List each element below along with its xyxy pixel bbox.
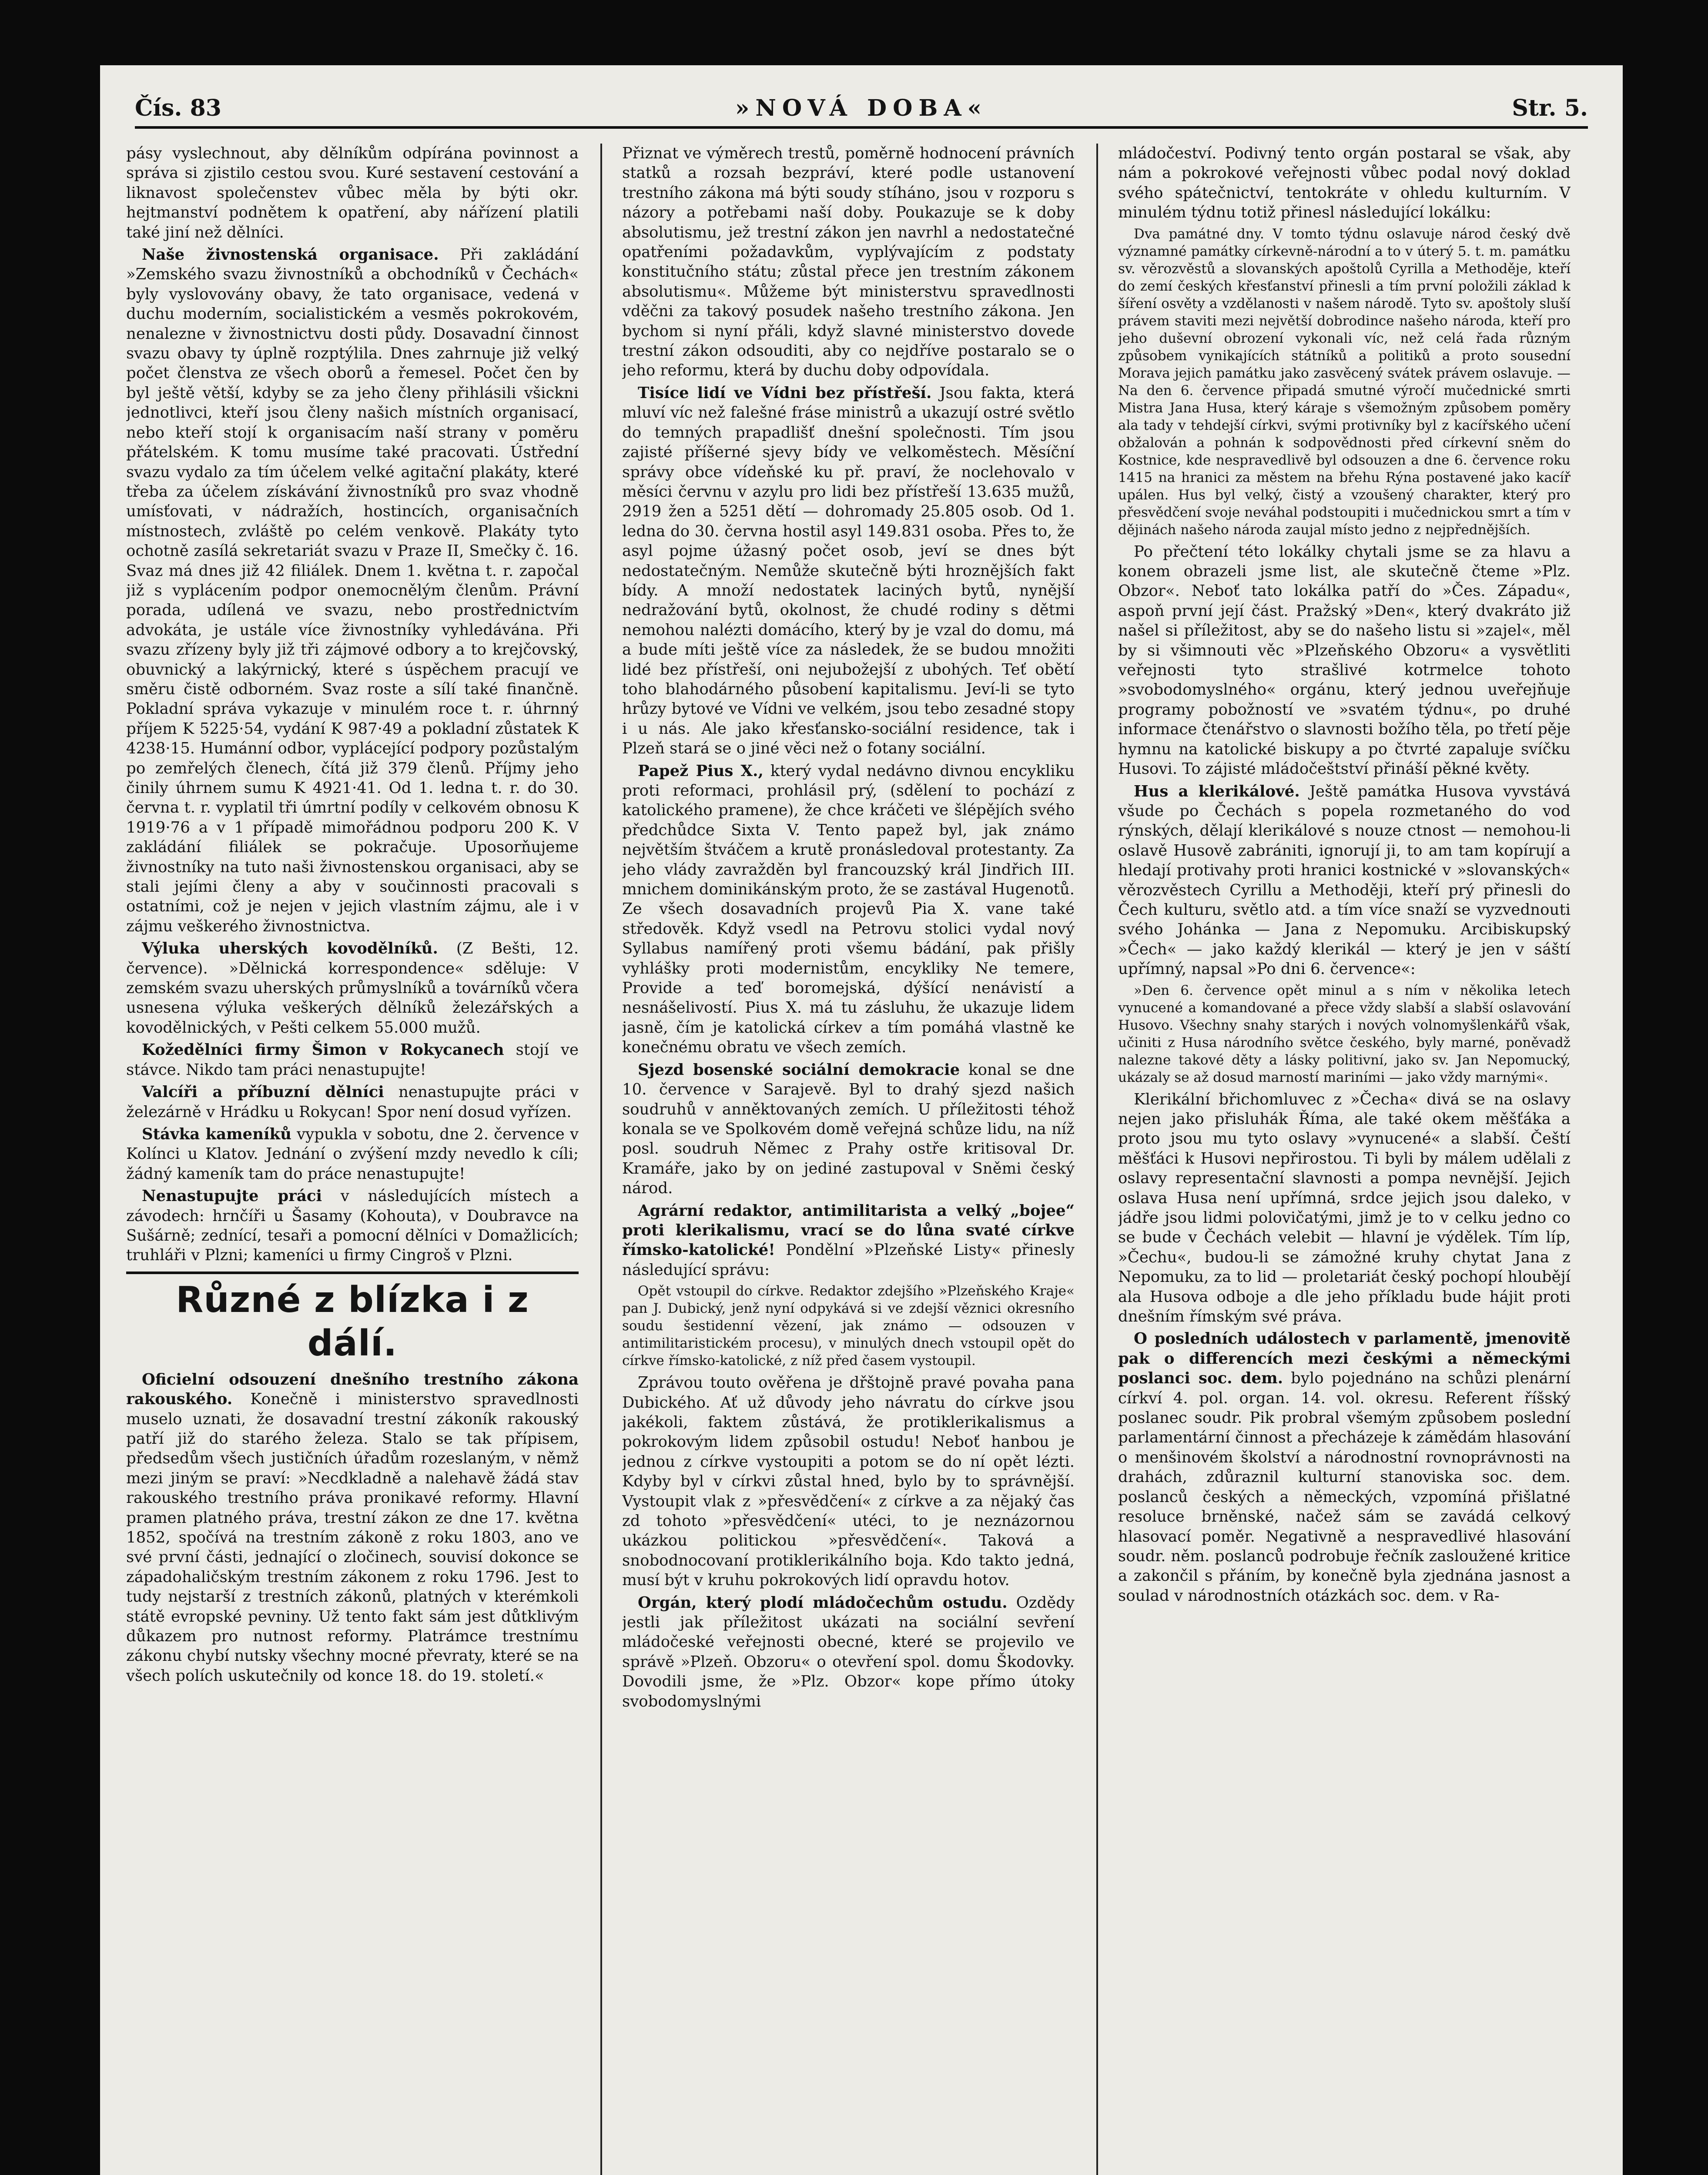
column-divider — [1096, 144, 1098, 2175]
article-heading: Hus a klerikálové. — [1134, 782, 1300, 800]
article-paragraph — [622, 1060, 1075, 1198]
article-paragraph — [622, 761, 1075, 1057]
block-quote — [1118, 982, 1571, 1086]
block-quote — [1118, 225, 1571, 539]
article-text: Klerikální břichomluvec z »Čecha« divá se na oslavy nejen jako přisluhák Říma, ale také okem měšťáka a proto jsou mu tyto oslavy »vynucené« a slabší. Čeští měšťáci k Husovi nepřirostou. Ti byli by málem udělali z oslavy representační slavnosti a pompa nevnější. Jejich oslava Husa není upřímná, srdce jejich jsou daleko, v jádře jsou lidmi polovičatými, jimž je to v celku jedno co se bude v Čechách velebit — hlavní je výdělek. Tím líp, »Čechu«, budou-li se zámožné kruhy chytat Jana z Nepomuku, za to lid — proletariát český pochopí hloubějí ala Husova odboje a dle jeho příkladu bude hájit proti dnešním římským své práva. — [1118, 1090, 1571, 1326]
newspaper-page — [100, 65, 1623, 2175]
article-paragraph — [1118, 782, 1571, 979]
article-heading: Kožedělníci firmy Šimon v Rokycanech — [142, 1041, 504, 1059]
masthead-title: »NOVÁ DOBA« — [735, 95, 988, 121]
article-text: mládočeství. Podivný tento orgán postaral se však, aby nám a pokrokové veřejnosti vůbec podal nový doklad svého spátečnictví, tentokráte v ohledu kulturním. V minulém týdnu totiž přinesl následující lokálku: — [1118, 144, 1571, 222]
article-text: Ještě památka Husova vyvstává všude po Čechách s popela rozmetaného do vod rýnských, dělají klerikálové s nouze ctnost — nemohou-li oslavě Husově zabrániti, ignorují ji, to am tam kopírují a hledají protivahy proti hranici kostnické v »slovanských« věrozvěstech Cyrillu a Methoději, kteří prý přinesli do Čech kulturu, světlo atd. a tím více snaží se vyzvednouti svého Johánka — Jana z Nepomuku. Arcibiskupský »Čech« — jako každý klerikál — který je jen v sáští upřímný, napsal »Po dni 6. července«: — [1118, 782, 1571, 978]
article-heading: Agrární redaktor, antimilitarista a velký „bojee“ proti klerikalismu, vrací se do lůna svaté církve římsko-katolické! — [622, 1201, 1075, 1259]
page-number: Str. 5. — [1512, 95, 1588, 121]
article-heading: O posledních událostech v parlamentě, jmenovitě pak o differencích mezi českými a německými poslanci soc. dem. — [1118, 1330, 1571, 1388]
article-paragraph — [622, 383, 1075, 759]
column-divider — [600, 144, 602, 2175]
column-1 — [126, 144, 579, 2175]
article-heading: Naše živnostenská organisace. — [142, 246, 439, 264]
article-text: Konečně i ministerstvo spravedlnosti muselo uznati, že dosavadní trestní zákoník rakouský patří již do starého železa. Stalo se tak přípisem, předsedům všech justičních úřadům rozeslaným, v němž mezi jiným se praví: »Necdkladně a nalehavě žádá stav rakouského trestního práva pronikavé reformy. Hlavní pramen platného práva, trestní zákon ze dne 17. května 1852, spočívá na trestním zákoně z roku 1803, ano ve své první části, jednající o zločinech, souvisí dokonce se západohaličským trestním zákonem z roku 1796. Jest to tudy nejstarší z trestních zákonů, platných v kterémkoli státě evropské pevniny. Už tento fakt sám jest důtklivým důkazem pro nutnost reformy. Platrámce trestnímu zákonu chybí nutsky všechny mocné převraty, které se na všech polích uskutečnily od konce 18. do 19. století.« — [126, 1390, 579, 1685]
article-text: vypukla v sobotu, dne 2. července v Kolínci u Klatov. Jednání o zvýšení mzdy nevedlo k cíli; žádný kameník tam do práce nenastupujte! — [126, 1125, 579, 1183]
article-text: pásy vyslechnout, aby dělníkům odpírána povinnost a správa si zjistilo cestou svou. Kuré sestavení cestování a liknavost společenstev vůbec měla by býti okr. hejtmanství podnětem k opatření, aby nářízení platili také jiní než dělníci. — [126, 144, 579, 241]
article-text: Přiznat ve výměrech trestů, poměrně hodnocení právních statků a rozsah bezpráví, které podle ustanovení trestního zákona má býti soudy stíháno, jsou v rozporu s názory a potřebami naší doby. Poukazuje se k doby absolutismu, jež trestní zákon jen navrhl a nedostatečné opatřeními požadavkům, vyplývajícím z podstaty konstitučního státu; zůstal přece jen trestním zákonem absolutismu«. Můžeme být ministerstvu spravedlnosti vděčni za takový posudek našeho trestního zákona. Jen bychom si nyní přáli, když slavné ministerstvo dovede trestní zákon odsouditi, aby co nejdříve postaralo se o jeho reformu, která by duchu doby odpovídala. — [622, 144, 1075, 380]
article-text: Zprávou touto ověřena je dřštojně pravé povaha pana Dubického. Ať už důvody jeho návratu do církve jsou jakékoli, faktem zůstává, že protiklerikalismus a pokrokovým lidem způsobil ostudu! Neboť hanbou je jednou z církve vystoupiti a potom se do ní opět lézti. Kdyby byl v církvi zůstal hned, bylo by to správnější. Vystoupit vlak z »přesvědčení« z církve a za nějaký čas zd tohoto »přesvědčení« utéci, to je neznázornou ukázkou politickou »přesvědčení«. Taková a snobodnocovaní protiklerikálního boja. Kdo takto jedná, musí být v kruhu pokrokových lidí opravdu hotov. — [622, 1374, 1075, 1589]
article-paragraph — [126, 1124, 579, 1184]
article-paragraph — [126, 1370, 579, 1686]
article-text: Pondělní »Plzeňské Listy« přinesly následující správu: — [622, 1241, 1075, 1279]
article-text: Jsou fakta, která mluví víc než falešné fráse ministrů a ukazují ostré světlo do temných prapadlišť dnešní společnosti. Tím jsou zajisté příšerné sjevy bídy ve velkoměstech. Měsíční správy obce vídeňské ku př. praví, že noclehovalo v měsíci červnu v azylu pro lidi bez přístřeší 13.635 mužů, 2919 žen a 5251 dětí — dohromady 25.805 osob. Od 1. ledna do 30. června hostil asyl 149.831 osoba. Přes to, že asyl pojme úžasný počet osob, jeví se dnes být nedostatečným. Nemůže skutečně býti hroznějších fakt bídy. A množí nedostatek laciných bytů, nynější nedražování bytů, okolnost, že chudé rodiny s dětmi nemohou nalézti domácího, který by je vzal do domu, má a bude míti ještě více za následek, že se budou množiti lidé bez přístřeší, oni nejubožejší z ubohých. Teť obětí toho blahodárného působení kapitalismu. Jeví-li se tyto hrůzy bytové ve Vídni ve velkém, jsou tebo zesadné stopy i u nás. Ale jako křesťansko-sociální residence, tak i Plzeň stará se o jiné věci než o fotany sociální. — [622, 384, 1075, 758]
article-text: (Z Bešti, 12. července). »Dělnická korrespondence« sděluje: V zemském svazu uherských průmyslníků a továrníků včera usnesena výluka veškerých dělníků železářských a kovodělnických, v Pešti celkem 55.000 mužů. — [126, 940, 579, 1037]
article-heading: Výluka uherských kovodělníků. — [142, 940, 438, 958]
article-text: bylo pojednáno na schůzi plenární církví 4. pol. organ. 14. vol. okresu. Referent říšský poslanec soudr. Pik probral všemým způsobem poslední parlamentární činnost a přecházeje k zámědám hlasování o menšinovém školství a národnostní rovnoprávnosti na drahách, zdůraznil kulturní stanoviska soc. dem. poslanců českých a německých, vzpomíná přišlatné resoluce brněnské, načež sám se zavádá celkový hlasovací poměr. Negativně a nespravedlivé hlasování soudr. něm. poslanců podrobuje řečník zasloužené kritice a zakončil s přáním, by konečně byla zjednána jasnost a soulad v národnostních otázkách soc. dem. v Ra- — [1118, 1369, 1571, 1605]
article-text: konal se dne 10. července v Sarajevě. Byl to drahý sjezd našich soudruhů v anněktovaných zemích. U příležitosti téhož konala se ve Spolkovém domě veřejná schůze lidu, na níž posl. soudruh Němec z Prahy ostře kritisoval Dr. Kramáře, jako by on jediné zastupoval v Sněmi český národ. — [622, 1061, 1075, 1198]
article-text: nenastupujte práci v železárně v Hrádku u Rokycan! Spor není dosud vyřízen. — [126, 1083, 579, 1121]
quote-text: Opět vstoupil do církve. Redaktor zdejšího »Plzeňského Kraje« pan J. Dubický, jenž nyní odpykává si ve zdejší věznici okresního soudu šestidenní vězení, jak známo — odsouzen v antimilitaristickém procesu), v minulých dnech vstoupil opět do církve římsko-katolické, z níž před časem vystoupil. — [622, 1283, 1075, 1369]
header-rule — [135, 126, 1588, 129]
page-header — [135, 91, 1588, 130]
article-paragraph — [622, 1201, 1075, 1280]
article-paragraph — [622, 1593, 1075, 1711]
block-quote — [622, 1282, 1075, 1369]
article-heading: Oficielní odsouzení dnešního trestního zákona rakouského. — [126, 1370, 579, 1409]
article-paragraph — [126, 1186, 579, 1265]
article-heading: Sjezd bosenské sociální demokracie — [638, 1061, 960, 1079]
article-heading: Papež Pius X., — [638, 762, 764, 780]
column-2 — [622, 144, 1075, 2175]
article-paragraph — [126, 939, 579, 1037]
issue-number: Čís. 83 — [135, 95, 221, 121]
article-heading: Valcíři a příbuzní dělníci — [142, 1083, 384, 1101]
column-3 — [1118, 144, 1571, 2175]
article-text: Po přečtení této lokálky chytali jsme se za hlavu a konem obrazeli jsme list, ale skutečně čteme »Plz. Obzor«. Neboť tato lokálka patří do »Čes. Západu«, aspoň první její část. Pražský »Den«, který dvakráto již našel si příležitost, aby se do našeho listu si »zajel«, měl by si všimnouti věc »Plzeňského Obzoru« a vysvětliti veřejnosti tyto strašlivé kotrmelce tohoto »svobodomyslného« orgánu, který jednou uveřejňuje programy pobožností ve »svatém týdnu«, po druhé informace čtenářstvo o slavnosti božího těla, po třetí pěje hymnu na katolické biskupy a po čtvrté zapaluje svíčku Husovi. To zájisté mládočeštství přináší pěkné květy. — [1118, 542, 1571, 778]
article-text: stojí ve stávce. Nikdo tam práci nenastupujte! — [126, 1041, 579, 1079]
quote-text: Dva památné dny. V tomto týdnu oslavuje národ český dvě významné památky církevně-národní a to v úterý 5. t. m. památku sv. věrozvěstů a slovanských apoštolů Cyrilla a Methoděje, kteří do zemí českých křesťanství přinesli a tím první položili základ k šíření osvěty a vzdělanosti v našem národě. Tyto sv. apoštoly sluší právem staviti mezi největší dobrodince našeho národa, kteří pro jeho duševní obrození vykonali víc, než celá řada různým způsobem vynikajících státníků a politiků a proto sousední Morava jejich památku jako zasvěcený svátek právem oslavuje. — Na den 6. července připadá smutné výročí mučednické smrti Mistra Jana Husa, který káraje s všemožným způsobem poměry ala tady v tehdejší církvi, svými protivníky byl z kacířského učení obžalován a pohnán k sodpovědnosti před církevní sněm do Kostnice, kde nespravedlivě byl odsouzen a dne 6. července roku 1415 na hranici za městem na břehu Rýna postavené jako kacíř upálen. Hus byl velký, čistý a vzoušený charakter, který pro přesvědčení svoje neváhal podstoupiti i mučednickou smrt a tím v dějinách našeho národa zaujal místo jedno z nejpřednějších. — [1118, 226, 1571, 538]
section-heading: Různé z blízka i z dálí. — [126, 1272, 579, 1365]
article-paragraph — [126, 1082, 579, 1122]
article-heading: Nenastupujte práci — [142, 1187, 322, 1205]
article-paragraph — [1118, 1329, 1571, 1606]
article-text: který vydal nedávno divnou encykliku proti reformaci, prohlásil prý, (sdělení to pochází z katolického pramene), že chce kráčeti ve šlépějích svého předchůdce Sixta V. Tento papež byl, jak známo největším štváčem a krutě pronásledoval protestanty. Za jeho vlády zavražděn byl francouzský král Jindřich III. mnichem dominikánským proto, že se zastával Hugenotů. Ze všech dosavadních projevů Pia X. vane také středověk. Když vsedl na Petrovu stolici vydal nový Syllabus namířený proti všemu bádání, pak přišly vyhlášky proti modernistům, encykliky Ne temere, Provide a teď boromejská, dýšící nenávistí a nesnášelivostí. Pius X. má tu zásluhu, že ukazuje lidem jasně, čím je katolická církev a tím pomáhá vlastně ke konečnému obratu ve všech zemích. — [622, 762, 1075, 1057]
article-heading: Orgán, který plodí mládočechům ostudu. — [638, 1593, 1008, 1612]
article-text: Ozdědy jestli jak příležitost ukázati na sociální sevření mládočeské veřejnosti obecné, které se projevilo ve správě »Plzeň. Obzoru« o otevření spol. domu Škodovky. Dovodili jsme, že »Plz. Obzor« kope přímo útoky svobodomyslnými — [622, 1593, 1075, 1710]
article-heading: Stávka kameníků — [142, 1125, 291, 1143]
article-paragraph — [126, 1040, 579, 1080]
article-text: v následujících místech a závodech: hrnčíři u Šasamy (Kohouta), v Doubravce na Sušárně; zednící, tesaři a pomocní dělníci v Domažlicích; truhláři v Plzni; kameníci u firmy Cingroš v Plzni. — [126, 1187, 579, 1265]
article-paragraph — [126, 245, 579, 936]
article-heading: Tisíce lidí ve Vídni bez přístřeší. — [638, 384, 932, 402]
quote-text: »Den 6. července opět minul a s ním v několika letech vynucené a komandované a přece vždy slabší a slabší oslavování Husovo. Všechny snahy starých i nových volnomyšlenkářů však, učiniti z Husa národního světce českého, byly marné, poněvadž nalezne takové děty a lásky politivní, jako sv. Jan Nepomucký, ukázaly se až dosud marností mariními — jako vždy marnými«. — [1118, 982, 1571, 1085]
article-text: Při zakládání »Zemského svazu živnostníků a obchodníků v Čechách« byly vyslovovány obavy, že tato organisace, vedená v duchu moderním, socialistickém a vesměs pokrokovém, nenalezne v živnostnictvu dosti půdy. Dosavadní činnost svazu obavy ty úplně rozptýlila. Dnes zahrnuje již velký počet členstva ze všech oborů a řemesel. Počet čen by byl ještě větší, kdyby se za jeho členy přihlásili všickni jednotlivci, kteří jsou členy našich místních organisací, nebo kteří stojí k organisacím naší strany v poměru přátelském. K tomu musíme také pracovati. Ústřední svazu vydalo za tím účelem velké agitační plakáty, které třeba za účelem získávání živnostníků pro svaz vhodně umísťovati, v nádražích, hostincích, organisačních místnostech, zvláště po celém venkově. Plakáty tyto ochotně zasílá sekretariát svazu v Praze II, Smečky č. 16. Svaz má dnes již 42 filiálek. Dnem 1. května t. r. započal již s vyplácením podpor onemocnělým členům. Právní porada, udílená ve svazu, nebo prostřednictvím advokáta, je ustále více živnostníky vyhledávána. Při svazu zřízeny byly již tři zájmové odbory a to krejčovský, obuvnický a lakýrnický, které s úspěchem pracují ve směru čistě odborném. Svaz roste a sílí také finančně. Pokladní správa vykazuje v minulém roce t. r. úhrnný příjem K 5225·54, vydání K 987·49 a pokladní zůstatek K 4238·15. Humánní odbor, vyplácející podpory pozůstalým po zemřelých členech, čítá již 379 členů. Příjmy jeho činily úhrnem sumu K 4921·41. Od 1. ledna t. r. do 30. června t. r. vyplatil tři úmrtní podíly v celkovém obnosu K 1919·76 a v 1 případě mimořádnou podporu 200 K. V zakládání filiálek se pokračuje. Uposorňujeme živnostníky na tuto naši živnostenskou organisaci, aby se stali jejími členy a aby v součinnosti pracovali s ostatními, což je nejen v jejich vlastním zájmu, ale i v zájmu veškerého živnostnictva. — [126, 246, 579, 935]
